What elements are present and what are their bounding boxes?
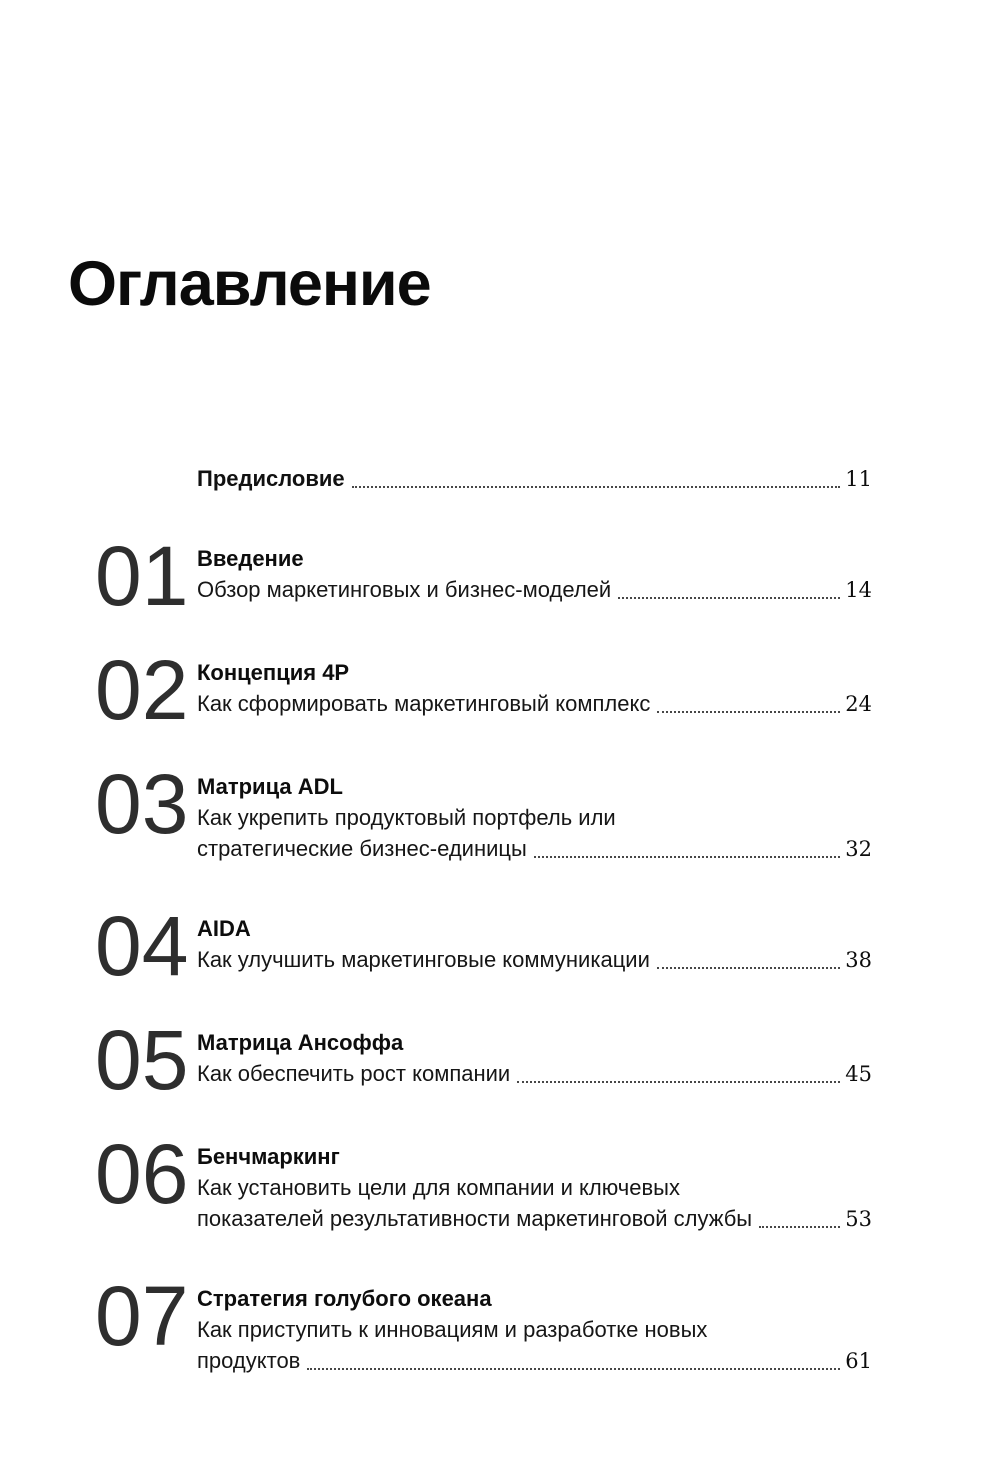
entry-title: Матрица Ансоффа (197, 1030, 404, 1055)
entry-subtitle: Как обеспечить рост компании (197, 1061, 511, 1086)
entry-page-number: 14 (845, 578, 872, 602)
toc-preface-row (197, 463, 872, 494)
entry-page-number: 45 (845, 1062, 872, 1086)
entry-title: Бенчмаркинг (197, 1144, 340, 1169)
entry-page-number: 61 (845, 1349, 872, 1373)
entry-body (197, 658, 872, 722)
dot-leader (618, 597, 840, 599)
entry-title: Стратегия голубого океана (197, 1286, 492, 1311)
entry-title: Матрица ADL (197, 774, 343, 799)
entry-subtitle-row (197, 1058, 872, 1089)
entry-body (197, 1142, 872, 1234)
preface-label: Предисловие (197, 466, 345, 491)
toc-entry (95, 1127, 872, 1234)
entry-subtitle-row (197, 688, 872, 719)
entry-body (197, 772, 872, 864)
entry-number: 07 (95, 1269, 189, 1363)
entry-subtitle-row (197, 1345, 872, 1376)
entry-subtitle-row (197, 833, 872, 864)
entry-title: AIDA (197, 916, 251, 941)
entry-subtitle: показателей результативности маркетинговой службы (197, 1206, 753, 1231)
entry-subtitle: Обзор маркетинговых и бизнес-моделей (197, 577, 612, 602)
entry-number: 06 (95, 1127, 189, 1221)
entry-page-number: 38 (845, 948, 872, 972)
entry-body (197, 1284, 872, 1376)
entry-title: Введение (197, 546, 304, 571)
toc-entry (95, 899, 872, 993)
entry-subtitle: стратегические бизнес-единицы (197, 836, 527, 861)
entry-subtitle: Как приступить к инновациям и разработке новых (197, 1317, 708, 1342)
page-title: Оглавление (68, 249, 431, 319)
preface-page-number: 11 (845, 467, 872, 491)
entry-subtitle: Как установить цели для компании и ключевых (197, 1175, 680, 1200)
entry-page-number: 32 (845, 837, 872, 861)
entry-subtitle: продуктов (197, 1348, 301, 1373)
entry-subtitle-row (197, 1203, 872, 1234)
toc-entry (95, 757, 872, 864)
entry-body (197, 544, 872, 608)
dot-leader (517, 1081, 840, 1083)
entry-number: 04 (95, 899, 189, 993)
dot-leader (657, 711, 840, 713)
dot-leader (534, 856, 840, 858)
entry-subtitle: Как сформировать маркетинговый комплекс (197, 691, 651, 716)
dot-leader (759, 1226, 840, 1228)
entry-page-number: 24 (845, 692, 872, 716)
toc-entry (95, 1269, 872, 1376)
entry-page-number: 53 (845, 1207, 872, 1231)
entry-number: 03 (95, 757, 189, 851)
entry-subtitle: Как улучшить маркетинговые коммуникации (197, 947, 650, 972)
entry-title: Концепция 4P (197, 660, 350, 685)
table-of-contents (95, 463, 872, 1376)
entry-number: 01 (95, 529, 189, 623)
entry-body (197, 914, 872, 978)
toc-entry (95, 643, 872, 737)
dot-leader (657, 967, 840, 969)
entry-body (197, 1028, 872, 1092)
entry-number: 02 (95, 643, 189, 737)
dot-leader (352, 486, 841, 488)
entry-subtitle-row (197, 574, 872, 605)
toc-entry (95, 529, 872, 623)
entry-subtitle-row (197, 944, 872, 975)
toc-entry (95, 1013, 872, 1107)
dot-leader (307, 1368, 840, 1370)
entry-number: 05 (95, 1013, 189, 1107)
entry-subtitle: Как укрепить продуктовый портфель или (197, 805, 616, 830)
